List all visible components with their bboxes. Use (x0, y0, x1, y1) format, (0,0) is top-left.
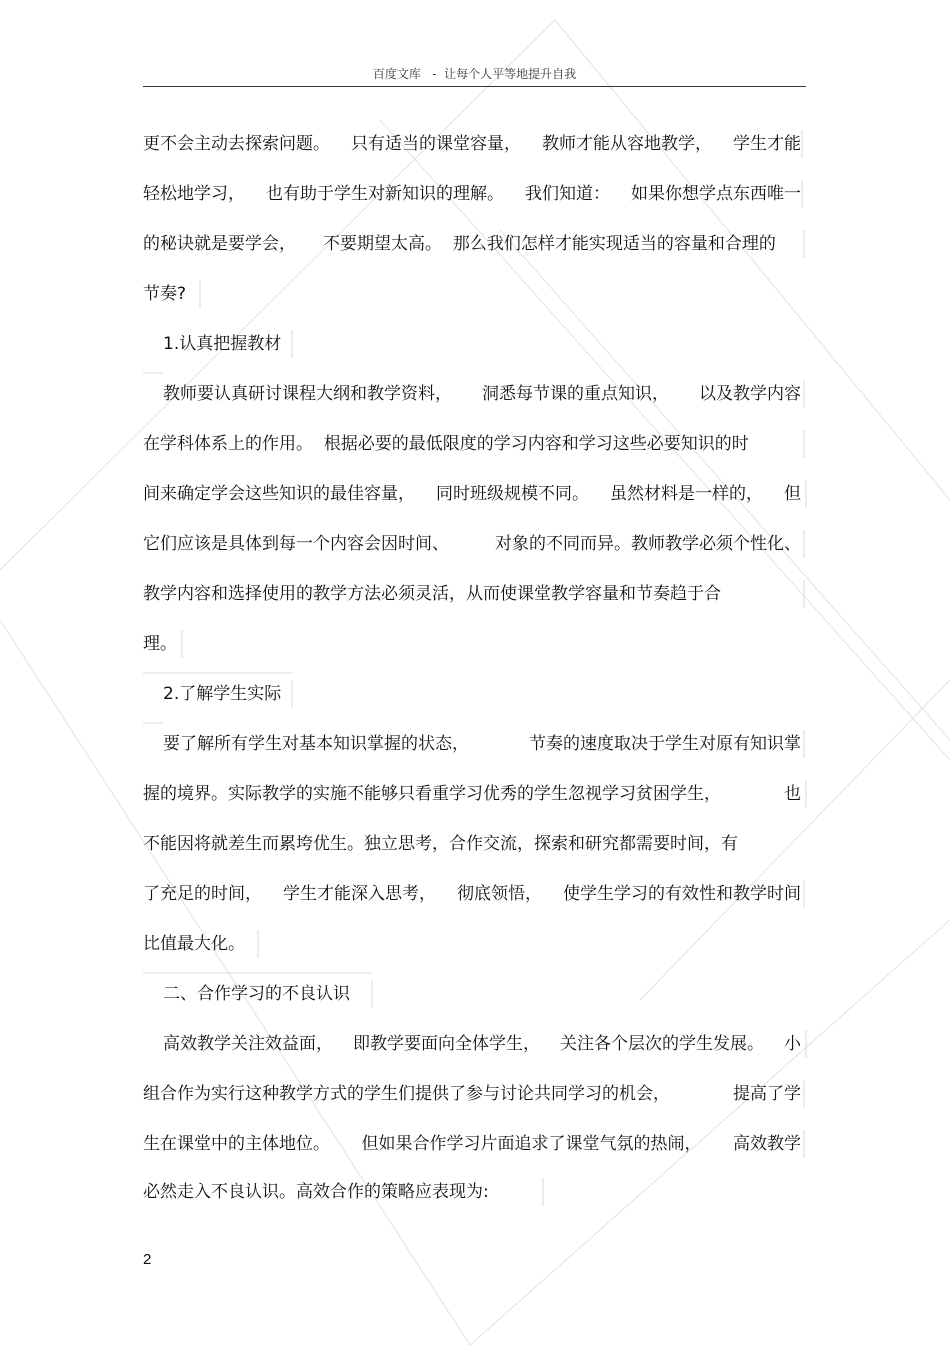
text-segment: 高效教学 (733, 1134, 801, 1154)
text-segment: 在学科体系上的作用。 (143, 434, 313, 454)
text-segment: 也有助于学生对新知识的理解。 (266, 184, 504, 204)
text-segment: 关注各个层次的学生发展。 (560, 1034, 764, 1054)
header-site-name: 百度文库 (372, 67, 421, 81)
header-separator: - (432, 67, 437, 81)
text-segment: 更不会主动去探索问题。 (143, 134, 330, 154)
text-segment: 即教学要面向全体学生， (353, 1034, 540, 1054)
text-line (143, 528, 801, 560)
text-segment: 使学生学习的有效性和教学时间 (563, 884, 801, 904)
text-segment: 只有适当的课堂容量， (351, 134, 521, 154)
text-segment: 生在课堂中的主体地位。 (143, 1134, 330, 1154)
text-segment: 小 (784, 1034, 801, 1054)
text-segment: 不要期望太高。 (323, 234, 443, 254)
text-line (163, 1028, 801, 1060)
page-header (143, 64, 806, 87)
text-segment: 如果你想学点东西唯一 (631, 184, 801, 204)
section-heading (163, 978, 350, 1010)
text-segment: 也 (784, 784, 801, 804)
text-segment: 间来确定学会这些知识的最佳容量， (143, 484, 415, 504)
text-segment: 彻底领悟， (457, 884, 542, 904)
text-segment: 我们知道： (525, 184, 610, 204)
text-segment: 的秘诀就是要学会， (143, 234, 296, 254)
text-segment: 理。 (143, 634, 177, 654)
text-segment: 它们应该是具体到每一个内容会因时间、 (143, 534, 449, 554)
header-slogan: 让每个人平等地提升自我 (444, 67, 577, 81)
text-segment: 组合作为实行这种教学方式的学生们提供了参与讨论共同学习的机会， (143, 1084, 670, 1104)
text-segment: 虽然材料是一样的， (610, 484, 763, 504)
text-line (143, 1176, 489, 1208)
text-segment: 不能因将就差生而累垮优生。独立思考，合作交流，探索和研究都需要时间，有 (143, 834, 738, 854)
text-segment: 学生才能深入思考， (283, 884, 436, 904)
text-line (143, 228, 776, 260)
text-segment: 但如果合作学习片面追求了课堂气氛的热闹， (361, 1134, 702, 1154)
text-line (163, 378, 801, 410)
text-segment: 握的境界。实际教学的实施不能够只看重学习优秀的学生忽视学习贫困学生， (143, 784, 721, 804)
text-segment: 提高了学 (733, 1084, 801, 1104)
text-segment: 轻松地学习， (143, 184, 245, 204)
text-segment: 必然走入不良认识。高效合作的策略应表现为: (143, 1182, 489, 1202)
text-segment: 但 (784, 484, 801, 504)
text-segment: 那么我们怎样才能实现适当的容量和合理的 (452, 234, 776, 254)
text-line (143, 128, 801, 160)
heading-text: 2.了解学生实际 (163, 684, 282, 704)
heading-text: 二、合作学习的不良认识 (163, 984, 350, 1004)
text-segment: 教学内容和选择使用的教学方法必须灵活，从而使课堂教学容量和节奏趋于合 (143, 584, 721, 604)
text-segment: 以及教学内容 (699, 384, 801, 404)
text-line (143, 778, 801, 810)
heading-text: 1.认真把握教材 (163, 334, 282, 354)
text-line (143, 878, 801, 910)
text-segment: 同时班级规模不同。 (436, 484, 589, 504)
text-segment: 高效教学关注效益面， (163, 1034, 333, 1054)
text-segment: 教师要认真研讨课程大纲和教学资料， (163, 384, 452, 404)
text-line (143, 1128, 801, 1160)
section-heading (163, 328, 281, 360)
section-heading (163, 678, 281, 710)
text-segment: 教师才能从容地教学， (542, 134, 712, 154)
text-line (143, 578, 721, 610)
text-segment: 节奏? (143, 284, 187, 304)
text-line (143, 478, 801, 510)
text-segment: 比值最大化。 (143, 934, 245, 954)
text-line (143, 628, 177, 660)
text-segment: 学生才能 (733, 134, 801, 154)
text-segment: 洞悉每节课的重点知识， (482, 384, 669, 404)
text-line (163, 728, 801, 760)
text-line (143, 428, 749, 460)
text-line (143, 928, 245, 960)
text-segment: 要了解所有学生对基本知识掌握的状态， (163, 734, 469, 754)
text-segment: 了充足的时间， (143, 884, 262, 904)
text-line (143, 278, 186, 310)
text-line (143, 178, 801, 210)
text-line (143, 1078, 801, 1110)
page-number: 2 (143, 1251, 152, 1268)
text-segment: 根据必要的最低限度的学习内容和学习这些必要知识的时 (323, 434, 749, 454)
text-segment: 对象的不同而异。教师教学必须个性化、 (495, 534, 801, 554)
text-segment: 节奏的速度取决于学生对原有知识掌 (529, 734, 801, 754)
text-line (143, 828, 738, 860)
